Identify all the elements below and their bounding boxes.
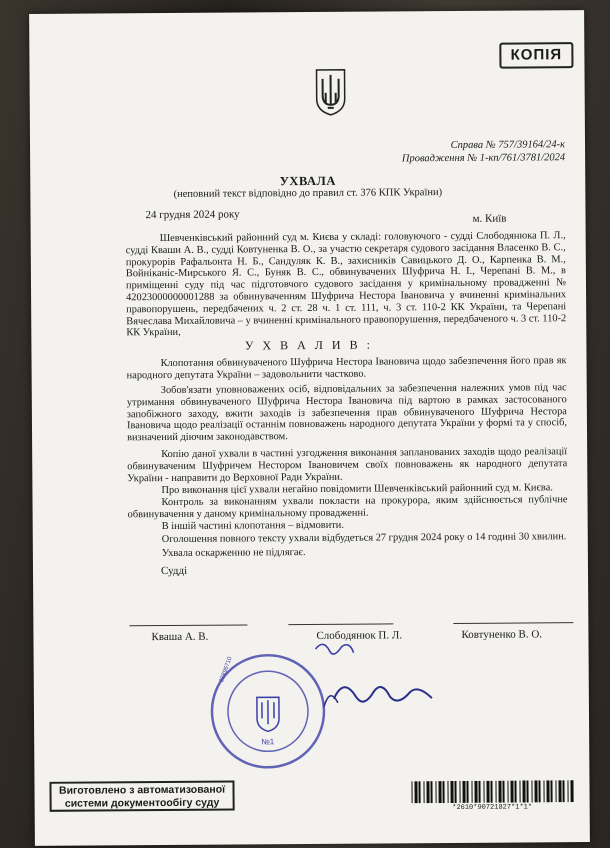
- signature-line: [288, 623, 393, 625]
- ruling-paragraph: Про виконання цієї ухвали негайно повідомити Шевченківський районний суд м. Києва.: [161, 482, 553, 497]
- barcode-icon: [409, 780, 574, 803]
- signature-line: [453, 622, 573, 624]
- ruling-paragraph: Зобов'язати уповноважених осіб, відповідальних за забезпечення належних умов під час утримання обвинуваченого Шуфрича Нестора Івановича під вартою в рамках застосованого запобіжного заходу, вжити заходів із забезпечення прав обвинуваченого Шуфрича Нестора Івановича щодо реалізації останнім повноважень народного депутата України у формі та у спосіб, визначений діючим законодавством.: [126, 382, 568, 444]
- document-subtitle: (неповний текст відповідно до правил ст. 376 КПК України): [173, 187, 443, 200]
- document-date: 24 грудня 2024 року: [145, 208, 240, 222]
- document-city: м. Київ: [472, 212, 507, 225]
- court-document: [29, 10, 590, 846]
- judge-signature-icon: [293, 636, 444, 727]
- document-title: УХВАЛА: [279, 173, 336, 189]
- decided-heading: У Х В А Л И В :: [244, 337, 373, 353]
- judge-name: Слободянюк П. Л.: [316, 629, 403, 642]
- ruling-paragraph: Оголошення повного тексту ухвали відбудеться 27 грудня 2024 року о 14 годині 30 хвилин.: [161, 531, 567, 546]
- ruling-paragraph: В іншій частині клопотання – відмовити.: [161, 519, 344, 533]
- auto-generated-notice: Виготовлено з автоматизованої системи документообігу суду: [49, 781, 234, 812]
- signature-line: [129, 624, 247, 626]
- barcode-text: *2610*90721827*1*1*: [452, 803, 533, 813]
- judge-name: Ковтуненко В. О.: [461, 628, 543, 641]
- ruling-paragraph: Клопотання обвинуваченого Шуфрича Нестора Івановича щодо забезпечення його прав як народного депутата України – задовольнити частково.: [126, 355, 567, 382]
- proceeding-number: Провадження № 1-кп/761/3781/2024: [401, 152, 566, 165]
- intro-paragraph: Шевченківський районний суд м. Києва у складі: головуючого - судді Слободянюка П. Л., судді Кваши А. В., судді Ковтуненка В. О., за участю секретаря судового засідання Власенко В. С., прокурорів Рафальонта Н. Б., Сандуляк К. В., захисників Савицького Д. О., Карпенка В. М., Войніканіс-Мирського Я. С., Буняк В. С., обвинувачених Шуфрича Н. І., Черепані В. М., в приміщенні суду під час підготовчого судового засідання у кримінальному провадженні № 42023000000001288 за обвинуваченням Шуфрича Нестора Івановича у вчиненні кримінальних правопорушень, передбачених ч. 2 ст. 28 ч. 1 ст. 111, ч. 3 ст. 110-2 КК України, та Черепані Вячеслава Михайловича – у вчиненні кримінального правопорушення, передбаченого ч. 3 ст. 110-2 КК України,: [125, 230, 567, 339]
- ruling-paragraph: Контроль за виконанням ухвали покласти на прокурора, яким здійснюється публічне обвинувачення у даному кримінальному провадженні.: [127, 494, 568, 521]
- case-number: Справа № 757/39164/24-к: [450, 139, 566, 152]
- svg-text:№1: №1: [261, 737, 275, 747]
- case-numbers: [402, 138, 565, 165]
- copy-stamp: КОПІЯ: [499, 42, 573, 69]
- judges-label: Судді: [160, 564, 188, 578]
- trident-emblem-icon: [313, 67, 347, 117]
- svg-text:02896710: 02896710: [219, 656, 234, 684]
- ruling-paragraph: Ухвала оскарженню не підлягає.: [161, 547, 306, 560]
- ruling-paragraph: Копію даної ухвали в частині узгодження виконання запланованих заходів щодо реалізації обвинуваченим Шуфричем Нестором Івановичем своїх повноважень як народного депутата України - направити до Верховної Ради України.: [127, 446, 568, 484]
- judge-name: Кваша А. В.: [151, 630, 209, 644]
